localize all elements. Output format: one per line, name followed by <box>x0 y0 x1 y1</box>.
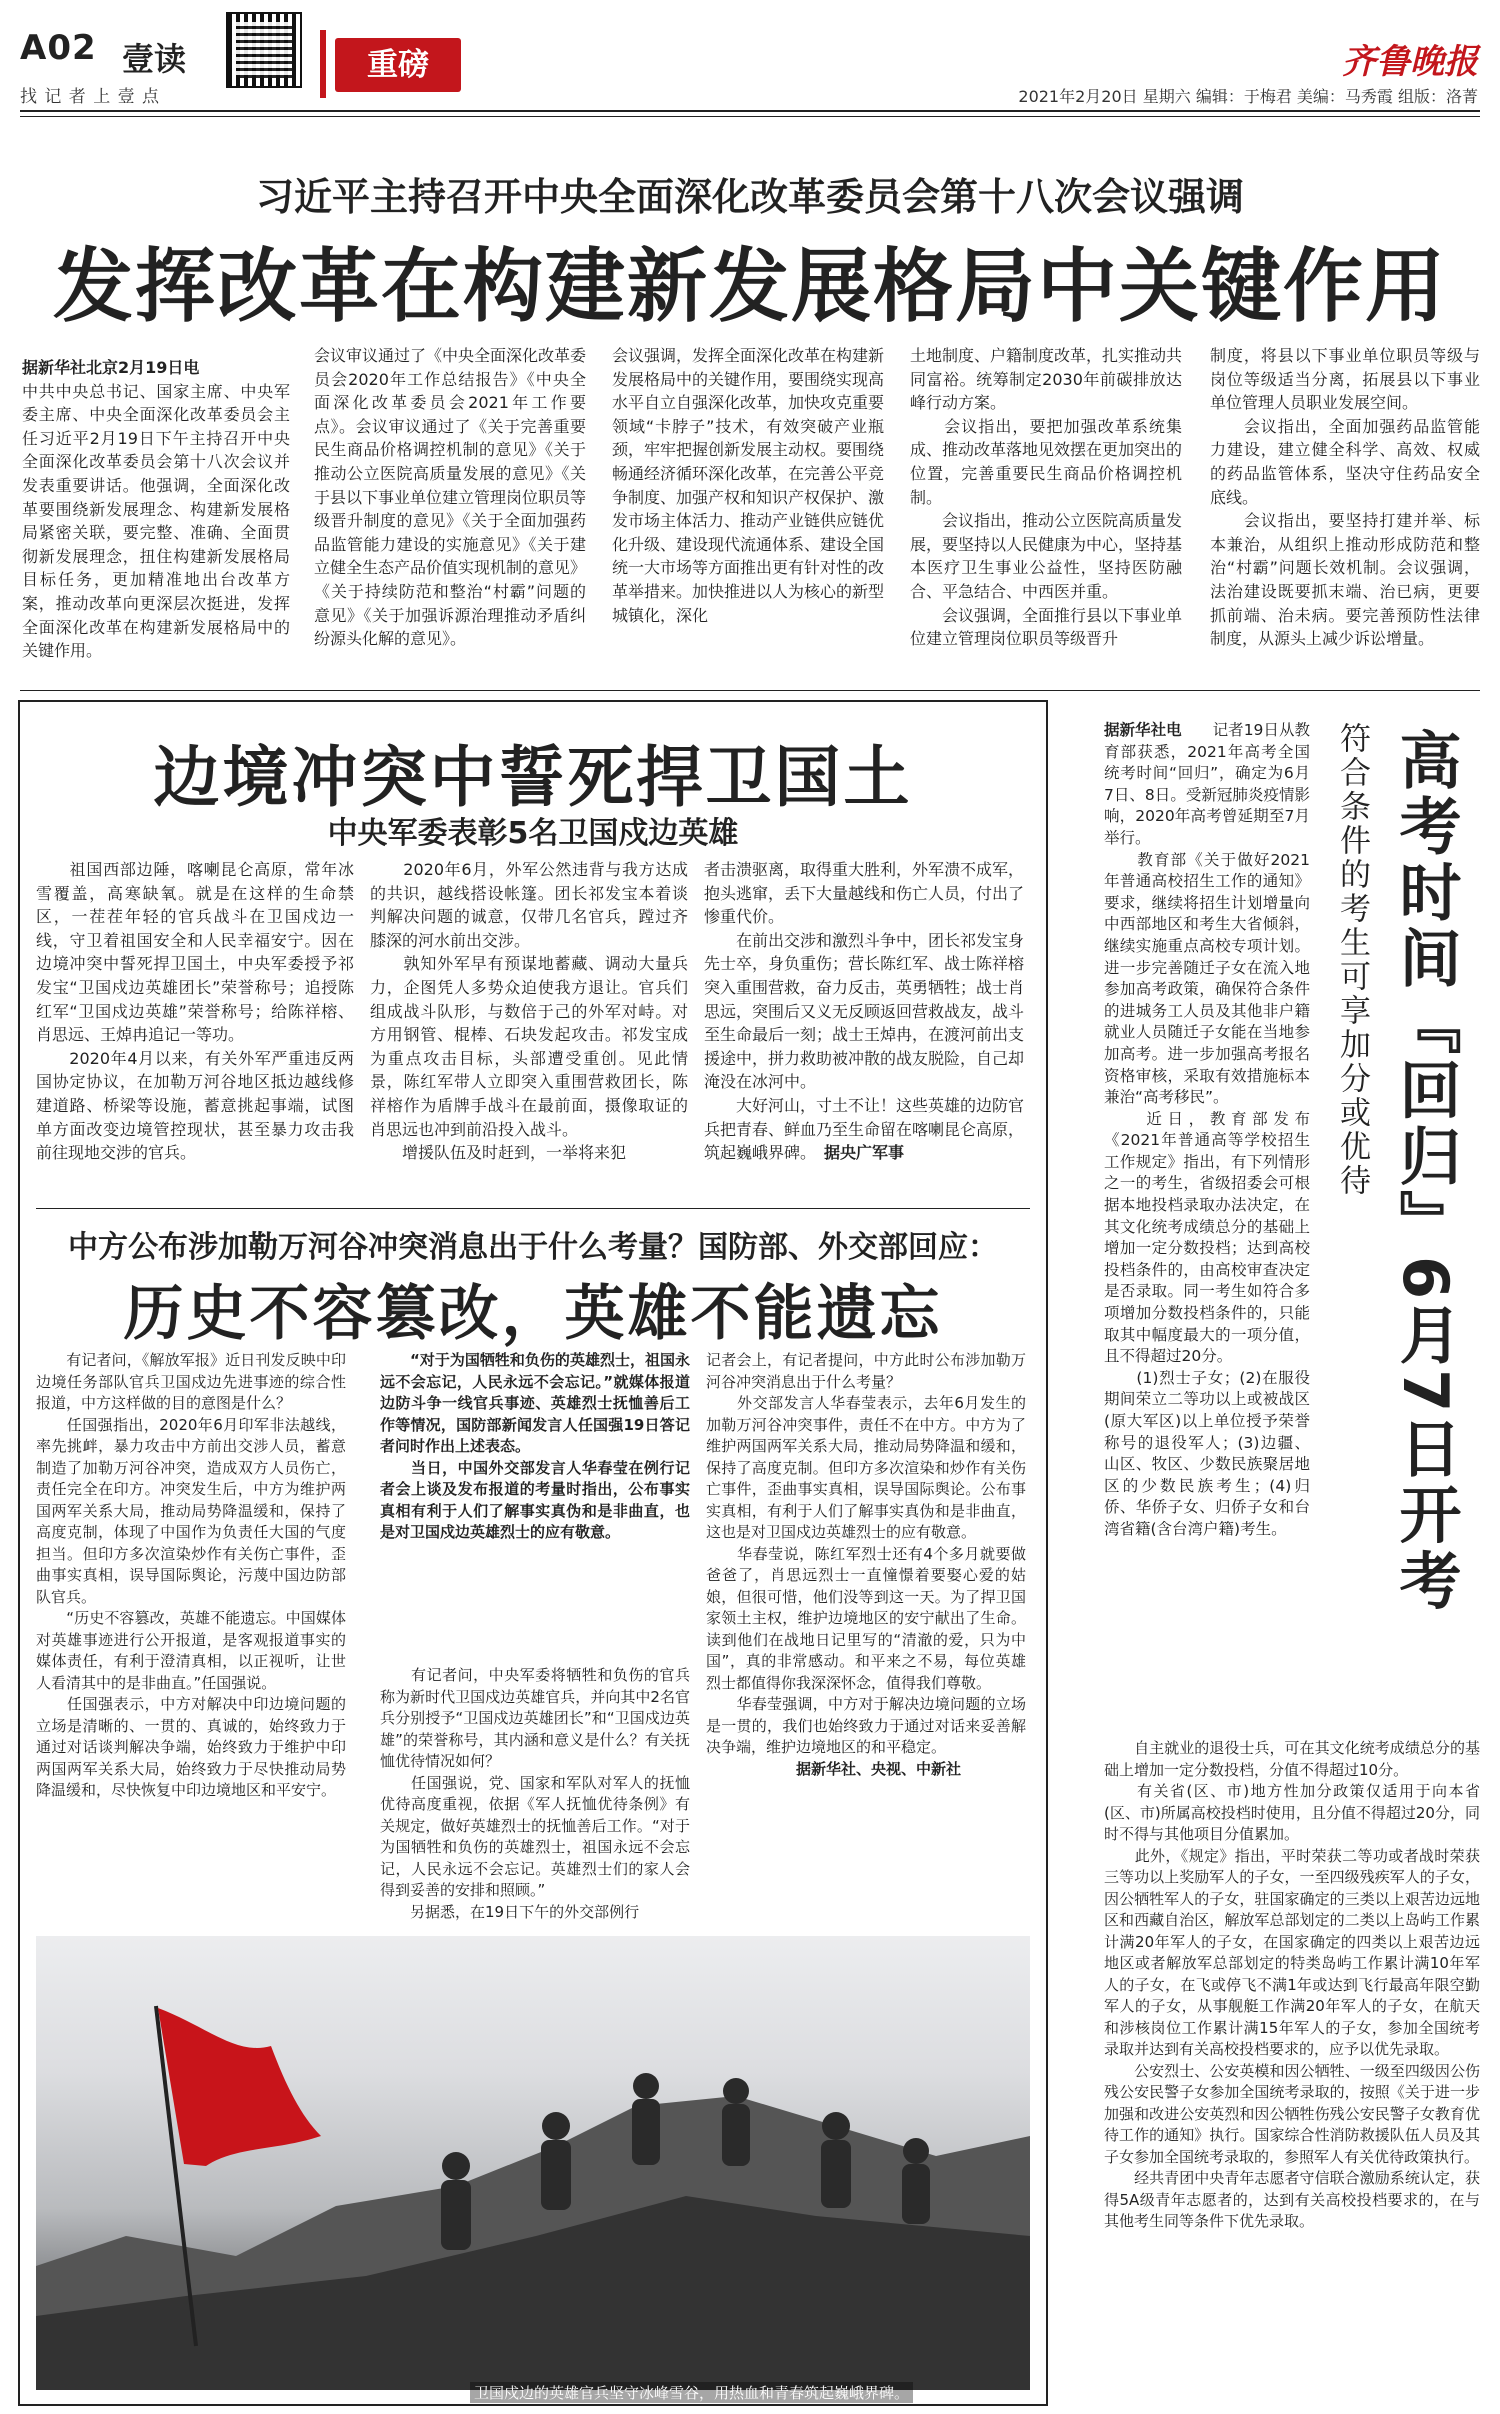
lead-column-4: 土地制度、户籍制度改革，扎实推动共同富裕。统筹制定2030年前碳排放达峰行动方案。 会议指出，要把加强改革系统集成、推动改革落地见效摆在更加突出的位置，完善重要民生商品价格调控机制。 会议指出，推动公立医院高质量发展，要坚持以人民健康为中心，坚持基本医疗卫生事业公益性，坚持医防融合、平急结合、中西医并重。 会议强调，全面推行县以下事业单位建立管理岗位职员等级晋升 <box>910 346 1183 649</box>
story2-column-2: 2020年6月，外军公然违背与我方达成的共识，越线搭设帐篷。团长祁发宝本着谈判解决问题的诚意，仅带几名官兵，蹚过齐膝深的河水前出交涉。 孰知外军早有预谋地蓄藏、调动大量兵力，企图凭人多势众迫使我方退让。官兵们组成战斗队形，与数倍于己的外军对峙。对方用钢管、棍棒、石块发起攻击。祁发宝成为重点攻击目标，头部遭受重创。见此情景，陈红军带人立即突入重围营救团长，陈祥榕作为盾牌手战斗在最前面，摄像取证的肖思远也冲到前沿投入战斗。 增援队伍及时赶到，一举将来犯 <box>370 860 688 1163</box>
story2-headline: 边境冲突中誓死捍卫国土 <box>153 739 913 816</box>
lead-kicker: 习近平主持召开中央全面深化改革委员会第十八次会议强调 <box>255 175 1244 219</box>
story3-kicker: 中方公布涉加勒万河谷冲突消息出于什么考量？国防部、外交部回应： <box>68 1230 998 1265</box>
border-patrol-photo <box>36 1936 1030 2390</box>
story4-subhead: 符合条件的考生可享加分或优待 <box>1334 722 1370 1198</box>
issue-meta: 2021年2月20日 星期六 编辑：于梅君 美编：马秀霞 组版：洛菁 <box>1018 87 1478 106</box>
story2-col3-text: 者击溃驱离，取得重大胜利，外军溃不成军，抱头逃窜，丢下大量越线和伤亡人员，付出了惨重代价。 在前出交涉和激烈斗争中，团长祁发宝身先士卒，身负重伤；营长陈红军、战士陈祥榕突入重围营救，奋力反击，英勇牺牲；战士肖思远，突围后又义无反顾返回营救战友，战斗至生命最后一刻；战士王焯冉，在渡河前出支援途中，拼力救助被冲散的战友脱险，自己却淹没在冰河中。 大好河山，寸土不让！这些英雄的边防官兵把青春、鲜血乃至生命留在喀喇昆仑高原，筑起巍峨界碑。 <box>704 860 1025 1163</box>
tag-accent-bar <box>320 30 326 98</box>
story4-dateline: 据新华社电 <box>1104 721 1182 739</box>
story2-subhead: 中央军委表彰5名卫国戍边英雄 <box>327 816 739 851</box>
section-rule <box>20 690 1480 691</box>
story3-column-3 <box>706 1350 1026 1780</box>
story3-credit: 据新华社、央视、中新社 <box>796 1759 962 1778</box>
masthead-rule-thin <box>20 116 1480 117</box>
page-number: A02 <box>20 28 97 68</box>
story4-headline: 高考时间『回归』6月7日开考 <box>1389 728 1462 1615</box>
lead-column-3: 会议强调，发挥全面深化改革在构建新发展格局中的关键作用，要围绕实现高水平自立自强深化改革，加快攻克重要领域“卡脖子”技术，有效突破产业瓶颈，牢牢把握创新发展主动权。要围绕畅通经济循环深化改革，在完善公平竞争制度、加强产权和知识产权保护、激发市场主体活力、推动产业链供应链优化升级、建设现代流通体系、建设全国统一大市场等方面推出更有针对性的改革举措来。加快推进以人为核心的新型城镇化，深化 <box>612 346 885 625</box>
story2-credit: 据央广军事 <box>824 1143 905 1163</box>
story4-body-wide: 自主就业的退役士兵，可在其文化统考成绩总分的基础上增加一定分数投档，分值不得超过10分。 有关省(区、市)地方性加分政策仅适用于向本省(区、市)所属高校投档时使用，且分值不得超过20分，同时不得与其他项目分值累加。 此外，《规定》指出，平时荣获二等功或者战时荣获三等功以上奖励军人的子女，一至四级残疾军人的子女，因公牺牲军人的子女，驻国家确定的三类以上艰苦边远地区和西藏自治区，解放军总部划定的二类以上岛屿工作累计满20年军人的子女，在国家确定的四类以上艰苦边远地区或者解放军总部划定的特类岛屿工作累计满10年军人的子女，在飞或停飞不满1年或达到飞行最高年限空勤军人的子女，从事舰艇工作满20年军人的子女，在航天和涉核岗位工作累计满15年军人的子女，参加全国统考录取并达到有关高校投档要求的，应予以优先录取。 公安烈士、公安英模和因公牺牲、一级至四级因公伤残公安民警子女参加全国统考录取的，按照《关于进一步加强和改进公安英烈和因公牺牲伤残公安民警子女教育优待工作的通知》执行。国家综合性消防救援队伍人员及其子女参加全国统考录取的，参照军人有关优待政策执行。 经共青团中央青年志愿者守信联合激励系统认定，获得5A级青年志愿者的，达到有关高校投档要求的，在与其他考生同等条件下优先录取。 <box>1104 1739 1480 2230</box>
lead-column-1 <box>22 356 290 663</box>
story3-column-1: 有记者问，《解放军报》近日刊发反映中印边境任务部队官兵卫国戍边先进事迹的综合性报道，中方这样做的目的意图是什么？ 任国强指出，2020年6月印军非法越线，率先挑衅，暴力攻击中方前出交涉人员，蓄意制造了加勒万河谷冲突，造成双方人员伤亡，责任完全在印方。冲突发生后，中方为维护两国两军关系大局，推动局势降温缓和，保持了高度克制，体现了中国作为负责任大国的气度担当。但印方多次渲染炒作有关伤亡事件，歪曲事实真相，误导国际舆论，污蔑中国边防部队官兵。 “历史不容篡改，英雄不能遗忘。中国媒体对英雄事迹进行公开报道，是客观报道事实的媒体责任，有利于澄清真相，以正视听，让世人看清其中的是非曲直。”任国强说。 任国强表示，中方对解决中印边境问题的立场是清晰的、一贯的、真诚的，始终致力于通过对话谈判解决争端，始终致力于维护中印两国两军关系大局，始终致力于尽快推动局势降温缓和，尽快恢复中印边境地区和平安宁。 <box>36 1351 346 1799</box>
lead-col1-text: 中共中央总书记、国家主席、中央军委主席、中央全面深化改革委员会主任习近平2月19日下午主持召开中央全面深化改革委员会第十八次会议并发表重要讲话。他强调，全面深化改革要围绕新发展理念、构建新发展格局紧密关联，要完整、准确、全面贯彻新发展理念，扭住构建新发展格局目标任务，更加精准地出台改革方案，推动改革向更深层次挺进，发挥全面深化改革在构建新发展格局中的关键作用。 <box>22 381 290 661</box>
section-name: 壹读 <box>122 40 187 78</box>
lead-dateline: 据新华社北京2月19日电 <box>22 358 200 377</box>
lead-headline: 发挥改革在构建新发展格局中关键作用 <box>53 240 1447 333</box>
story3-headline: 历史不容篡改，英雄不能遗忘 <box>123 1279 943 1349</box>
story4-body-text: 记者19日从教育部获悉，2021年高考全国统考时间“回归”，确定为6月7日、8日。受新冠肺炎疫情影响，2020年高考曾延期至7月举行。 教育部《关于做好2021年普通高校招生工作的通知》要求，继续将招生计划增量向中西部地区和考生大省倾斜，继续实施重点高校专项计划。进一步完善随迁子女在流入地参加高考政策，确保符合条件的进城务工人员及其他非户籍就业人员随迁子女能在当地参加高考。进一步加强高考报名资格审核，采取有效措施标本兼治“高考移民”。 近日，教育部发布《2021年普通高等学校招生工作规定》指出，有下列情形之一的考生，省级招委会可根据本地投档录取办法决定，在其文化统考成绩总分的基础上增加一定分数投档；达到高校投档条件的，由高校审查决定是否录取。同一考生如符合多项增加分数投档条件的，只能取其中幅度最大的一项分值，且不得超过20分。 (1)烈士子女；(2)在服役期间荣立二等功以上或被战区(原大军区)以上单位授予荣誉称号的退役军人；(3)边疆、山区、牧区、少数民族聚居地区的少数民族考生；(4)归侨、华侨子女、归侨子女和台湾省籍(含台湾户籍)考生。 <box>1104 721 1310 1538</box>
story3-col3-text: 记者会上，有记者提问，中方此时公布涉加勒万河谷冲突消息出于什么考量？ 外交部发言人华春莹表示，去年6月发生的加勒万河谷冲突事件，责任不在中方。中方为了维护两国两军关系大局，推动局势降温和缓和，保持了高度克制。但印方多次渲染和炒作有关伤亡事件，歪曲事实真相，误导国际舆论。公布事实真相，有利于人们了解事实真伪和是非曲直，这也是对卫国戍边英雄烈士的应有敬意。 华春莹说，陈红军烈士还有4个多月就要做爸爸了，肖思远烈士一直憧憬着要娶心爱的姑娘，但很可惜，他们没等到这一天。为了捍卫国家领土主权，维护边境地区的安宁献出了生命。读到他们在战地日记里写的“清澈的爱，只为中国”，真的非常感动。和平来之不易，每位英雄烈士都值得你我深深怀念，值得我们尊敬。 华春莹强调，中方对于解决边境问题的立场是一贯的，我们也始终致力于通过对话来妥善解决争端，维护边境地区的和平稳定。 <box>706 1351 1026 1756</box>
story4-body <box>1104 720 1310 1541</box>
masthead-rule <box>20 110 1480 112</box>
story2-column-3 <box>704 858 1024 1165</box>
story3-column-2a: “对于为国牺牲和负伤的英雄烈士，祖国永远不会忘记，人民永远不会忘记。”就媒体报道边防斗争一线官兵事迹、英雄烈士抚恤善后工作等情况，国防部新闻发言人任国强19日答记者问时作出上述表态。 当日，中国外交部发言人华春莹在例行记者会上谈及发布报道的考量时指出，公布事实真相有利于人们了解事实真伪和是非曲直，也是对卫国戍边英雄烈士的应有敬意。 <box>380 1351 690 1541</box>
story3-column-2b: 有记者问，中央军委将牺牲和负伤的官兵称为新时代卫国戍边英雄官兵，并向其中2名官兵分别授予“卫国戍边英雄团长”和“卫国戍边英雄”的荣誉称号，其内涵和意义是什么？有关抚恤优待情况如何？ 任国强说，党、国家和军队对军人的抚恤优待高度重视，依据《军人抚恤优待条例》有关规定，做好英雄烈士的抚恤善后工作。“对于为国牺牲和负伤的英雄烈士，祖国永远不会忘记，人民永远不会忘记。英雄烈士们的家人会得到妥善的安排和照顾。” 另据悉，在19日下午的外交部例行 <box>380 1666 690 1921</box>
newspaper-logo: 齐鲁晚报 <box>1342 42 1478 82</box>
photo-caption: 卫国戍边的英雄官兵坚守冰峰雪谷，用热血和青春筑起巍峨界碑。 <box>470 2382 913 2403</box>
story2-divider <box>36 1208 1030 1209</box>
photo-illustration <box>36 1936 1030 2390</box>
lead-column-5: 制度，将县以下事业单位职员等级与岗位等级适当分离，拓展县以下事业单位管理人员职业发展空间。 会议指出，全面加强药品监管能力建设，建立健全科学、高效、权威的药品监管体系，坚决守住药品安全底线。 会议指出，要坚持打建并举、标本兼治，从组织上推动形成防范和整治“村霸”问题长效机制。会议强调，法治建设既要抓末端、治已病，更要抓前端、治未病。要完善预防性法律制度，从源头上减少诉讼增量。 <box>1210 346 1480 649</box>
lead-column-2: 会议审议通过了《中央全面深化改革委员会2020年工作总结报告》《中央全面深化改革委员会2021年工作要点》。会议审议通过了《关于完善重要民生商品价格调控机制的意见》《关于推动公立医院高质量发展的意见》《关于县以下事业单位建立管理岗位职员等级晋升制度的意见》《关于全面加强药品监管能力建设的实施意见》《关于建立健全生态产品价值实现机制的意见》《关于持续防范和整治“村霸”问题的意见》《关于加强诉源治理推动矛盾纠纷源头化解的意见》。 <box>314 346 587 649</box>
find-reporter-link[interactable]: 找 记 者 上 壹 点 <box>20 87 161 107</box>
qr-code-icon[interactable] <box>226 12 302 88</box>
story2-column-1: 祖国西部边陲，喀喇昆仑高原，常年冰雪覆盖，高寒缺氧。就是在这样的生命禁区，一茬茬年轻的官兵战斗在卫国戍边一线，守卫着祖国安全和人民幸福安宁。因在边境冲突中誓死捍卫国土，中央军委授予祁发宝“卫国戍边英雄团长”荣誉称号；追授陈红军“卫国戍边英雄”荣誉称号；给陈祥榕、肖思远、王焯冉追记一等功。 2020年4月以来，有关外军严重违反两国协定协议，在加勒万河谷地区抵边越线修建道路、桥梁等设施，蓄意挑起事端，试图单方面改变边境管控现状，甚至暴力攻击我前往现地交涉的官兵。 <box>36 860 354 1163</box>
section-tag: 重磅 <box>335 38 461 92</box>
